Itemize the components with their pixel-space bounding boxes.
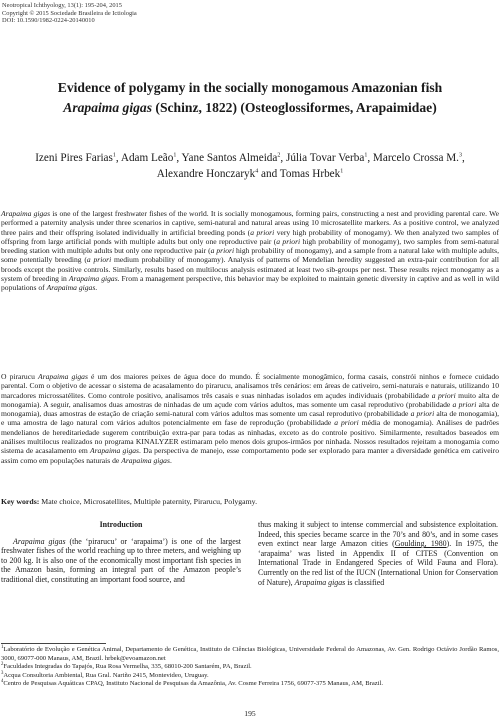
abstract-text-5: medium probability of monogamy). Analysis of patterns of Mendelian heredity suggested an extra-pair contribution for all broods except the positive controls. Similarly, results based on multilocus analysis estimated at least two sib-groups per nest. These results reject monogamy as a system of breeding in bbox=[1, 255, 499, 284]
author-6-affil: 4 bbox=[255, 168, 259, 175]
footnote-divider bbox=[1, 643, 106, 644]
title-line-2 bbox=[20, 98, 480, 118]
abstract-species-2: Arapaima gigas bbox=[68, 274, 118, 284]
resumo-apriori-1: a priori bbox=[431, 390, 456, 400]
abstract-apriori-3: a priori bbox=[210, 246, 235, 256]
resumo-text-8: . bbox=[169, 455, 172, 465]
author-2: Adam Leão bbox=[120, 152, 174, 164]
abstract-text-2: very high probability of monogamy). We then analyzed two samples of offspring from large artificial ponds with multiple adults but only one reproductive pair ( bbox=[1, 227, 499, 246]
paper-title bbox=[20, 78, 480, 118]
resumo-text-2: é um dos maiores peixes de água doce do mundo. É socialmente monogâmico, forma casais, constrói ninhos e fornece cuidado parental. Com o objetivo de acessar o sistema de acasalamento do pirarucu, analisamos três cenários: em áreas de cativeiro, semi-naturais e naturais, utilizando 10 marcadores microssatélites. Como controle positivo, analisamos três casais e suas ninhadas isolados em açudes individuais (probabilidade bbox=[1, 372, 499, 400]
resumo-species-2: Arapaima gigas bbox=[89, 446, 139, 456]
introduction-heading: Introduction bbox=[99, 520, 143, 529]
intro-species-2: Arapaima gigas bbox=[294, 577, 346, 587]
author-6: Alexandre Honczaryk bbox=[156, 168, 256, 180]
footnote-4 bbox=[1, 680, 499, 689]
abstract-species-3: Arapaima gigas bbox=[46, 283, 96, 293]
footnote-2-text: Faculdades Integradas do Tapajós, Rua Rosa Vermelha, 335, 68010-200 Santarém, PA, Brazil. bbox=[3, 663, 252, 671]
author-7-affil: 1 bbox=[340, 168, 344, 175]
resumo-species-3: Arapaima gigas bbox=[121, 455, 170, 465]
author-3-affil: 2 bbox=[277, 152, 281, 159]
footnote-3-text: Acqua Consultoria Ambiental, Rua Gral. Nariño 2415, Montevideo, Uruguay. bbox=[3, 671, 209, 679]
intro-right-column bbox=[258, 520, 498, 587]
resumo-species-1: Arapaima gigas bbox=[38, 372, 88, 381]
footnote-4-text: Centro de Pesquisas Aquáticas CPAQ, Instituto Nacional de Pesquisas da Amazônia, Av. Cosme Ferreira 1756, 69077-375 Manaus, AM, Brazil. bbox=[3, 680, 383, 688]
journal-citation: Neotropical Ichthyology, 13(1): 195-204, 2015 bbox=[2, 2, 122, 9]
resumo bbox=[1, 372, 499, 465]
abstract-apriori-4: a priori bbox=[86, 255, 112, 265]
author-2-affil: 1 bbox=[173, 152, 177, 159]
title-line-2-rest: (Schinz, 1822) (Osteoglossiformes, Arapaimidae) bbox=[152, 100, 437, 115]
abstract-species-1: Arapaima gigas bbox=[1, 209, 51, 218]
journal-header bbox=[2, 2, 137, 25]
resumo-apriori-4: a priori bbox=[334, 418, 359, 428]
abstract-text-3: high probability of monogamy), two samples from semi-natural breeding station with multiple adults but only one reproductive pair ( bbox=[1, 236, 499, 256]
abstract-apriori-1: a priori bbox=[250, 227, 275, 237]
citation-link[interactable]: Goulding, 1980 bbox=[394, 539, 447, 549]
resumo-apriori-2: a priori bbox=[452, 399, 477, 409]
resumo-text-5: alta de monogamia), e uma amostra de lago natural com vários adultos potencialmente em fase de reprodução (probabilidade bbox=[1, 409, 499, 428]
page-number: 195 bbox=[244, 709, 256, 718]
resumo-apriori-3: a priori bbox=[410, 409, 435, 419]
intro-text-1: (the ‘pirarucu’ or ‘arapaima’) is one of the largest freshwater fishes of the world reaching up to three meters, and weighing up to 200 kg. It is also one of the economically most important fish species in the Amazon basin, forming an integral part of the Amazon people’s traditional diet, constituting an important food source, and bbox=[1, 536, 241, 584]
copyright-notice: Copyright © 2015 Sociedade Brasileira de Ictiologia bbox=[2, 9, 137, 17]
title-line-1: Evidence of polygamy in the socially monogamous Amazonian fish bbox=[57, 80, 443, 95]
author-list: Izeni Pires Farias$^1$, Adam Leão$^1$, Yane Santos Almeida$^2$, Júlia Tovar Verba$^1$, Marcelo Crossa M.$^3$, Alexandre Honczaryk$^4$ and Tomas Hrbek$^1$ bbox=[35, 152, 465, 180]
footnote-4-marker: 4 bbox=[1, 679, 4, 685]
resumo-text-6: média de monogamia). Análises de padrões mendelianos de hereditariedade sugerem contribuição extra-par para todas as ninhadas, exceto as do controle positivo. Similarmente, resultados baseados em análises multilocus realizados no programa KINALYZER estimaram pelo menos dois grupos-irmãos por ninhada. Nossos resultados rejeitam a monogamia como sistema de acasalamento em bbox=[1, 418, 500, 456]
footnote-1-text: Laboratório de Evolução e Genética Animal, Departamento de Genética, Instituto de Ciências Biológicas, Universidade Federal do Amazonas, Av. Gen. Rodrigo Octávio Jordão Ramos, 3000, 69077-000 Manaus, AM, Brazil. hrbek@evoamazon.net bbox=[1, 646, 499, 662]
author-5: Marcelo Crossa M. bbox=[372, 152, 459, 164]
author-7: Tomas Hrbek bbox=[279, 168, 341, 180]
abstract-text-7: . bbox=[95, 283, 98, 293]
footnote-2 bbox=[1, 663, 499, 672]
author-1-affil: 1 bbox=[112, 152, 116, 159]
intro-left-column bbox=[1, 520, 241, 585]
author-1: Izeni Pires Farias bbox=[35, 152, 113, 164]
abstract bbox=[1, 209, 499, 293]
author-3: Yane Santos Almeida bbox=[181, 152, 278, 164]
abstract-text-4: high probability of monogamy), and a sample from a natural lake with multiple adults, some potentially breeding ( bbox=[1, 246, 499, 265]
keywords-text: Mate choice, Microsatellites, Multiple paternity, Pirarucu, Polygamy. bbox=[39, 497, 258, 506]
intro-text-3: ). In 1975, the ‘arapaima’ was listed in Appendix II of CITES (Convention on International Trade in Endangered Species of Wild Fauna and Flora). Currently on the red list of the IUCN (International Union for Conservation of Nature), bbox=[258, 539, 498, 587]
title-species: Arapaima gigas bbox=[63, 100, 153, 115]
author-4: Júlia Tovar Verba bbox=[285, 152, 365, 164]
author-5-affil: 3 bbox=[458, 152, 462, 159]
intro-paragraph-1 bbox=[1, 537, 241, 585]
footnote-1-marker: 1 bbox=[1, 644, 4, 650]
intro-text-2: thus making it subject to intense commercial and subsistence exploitation. Indeed, this species became scarce in the 70’s and 80’s, and in some cases even extinct near large Amazon cities ( bbox=[258, 520, 498, 549]
footnote-1 bbox=[1, 646, 499, 663]
resumo-text-3: muito alta de monogamia). A seguir, analisamos duas amostras de ninhadas de um açude com vários adultos, mas somente um casal reprodutivo (probabilidade bbox=[1, 390, 499, 409]
doi: DOI: 10.1590/1982-0224-20140010 bbox=[2, 17, 95, 25]
keywords-label: Key words: bbox=[1, 497, 40, 506]
resumo-text-1: O pirarucu bbox=[1, 372, 38, 381]
affiliation-footnotes bbox=[1, 646, 499, 689]
intro-text-4: is classified bbox=[345, 577, 385, 587]
abstract-text-1: is one of the largest freshwater fishes of the world. It is socially monogamous, forming pairs, constructing a nest and providing parental care. We performed a paternity analysis under three scenarios in captive, semi-natural and natural areas using 10 microsatellite markers. As a positive control, we analyzed three pairs and their offspring isolated individually in artificial breeding ponds ( bbox=[1, 209, 499, 237]
abstract-apriori-2: a priori bbox=[276, 236, 301, 246]
resumo-text-7: . Da perspectiva de manejo, esse comportamento pode ser explorado para manter a diversidade genética em cativeiro assim como em populações naturais de bbox=[1, 446, 499, 465]
intro-species-1: Arapaima gigas bbox=[13, 536, 66, 546]
keywords bbox=[1, 497, 499, 506]
author-4-affil: 1 bbox=[364, 152, 368, 159]
resumo-text-4: alta de monogamia), duas amostras de estação de criação semi-natural com vários adultos mas somente um casal reprodutivo (probabilidade bbox=[1, 399, 500, 419]
abstract-text-6: . From a management perspective, this behavior may be exploited to maintain genetic diversity in captive and as well in wild populations of bbox=[1, 274, 499, 293]
footnote-3-marker: 3 bbox=[1, 670, 4, 676]
footnote-2-marker: 2 bbox=[1, 662, 4, 667]
